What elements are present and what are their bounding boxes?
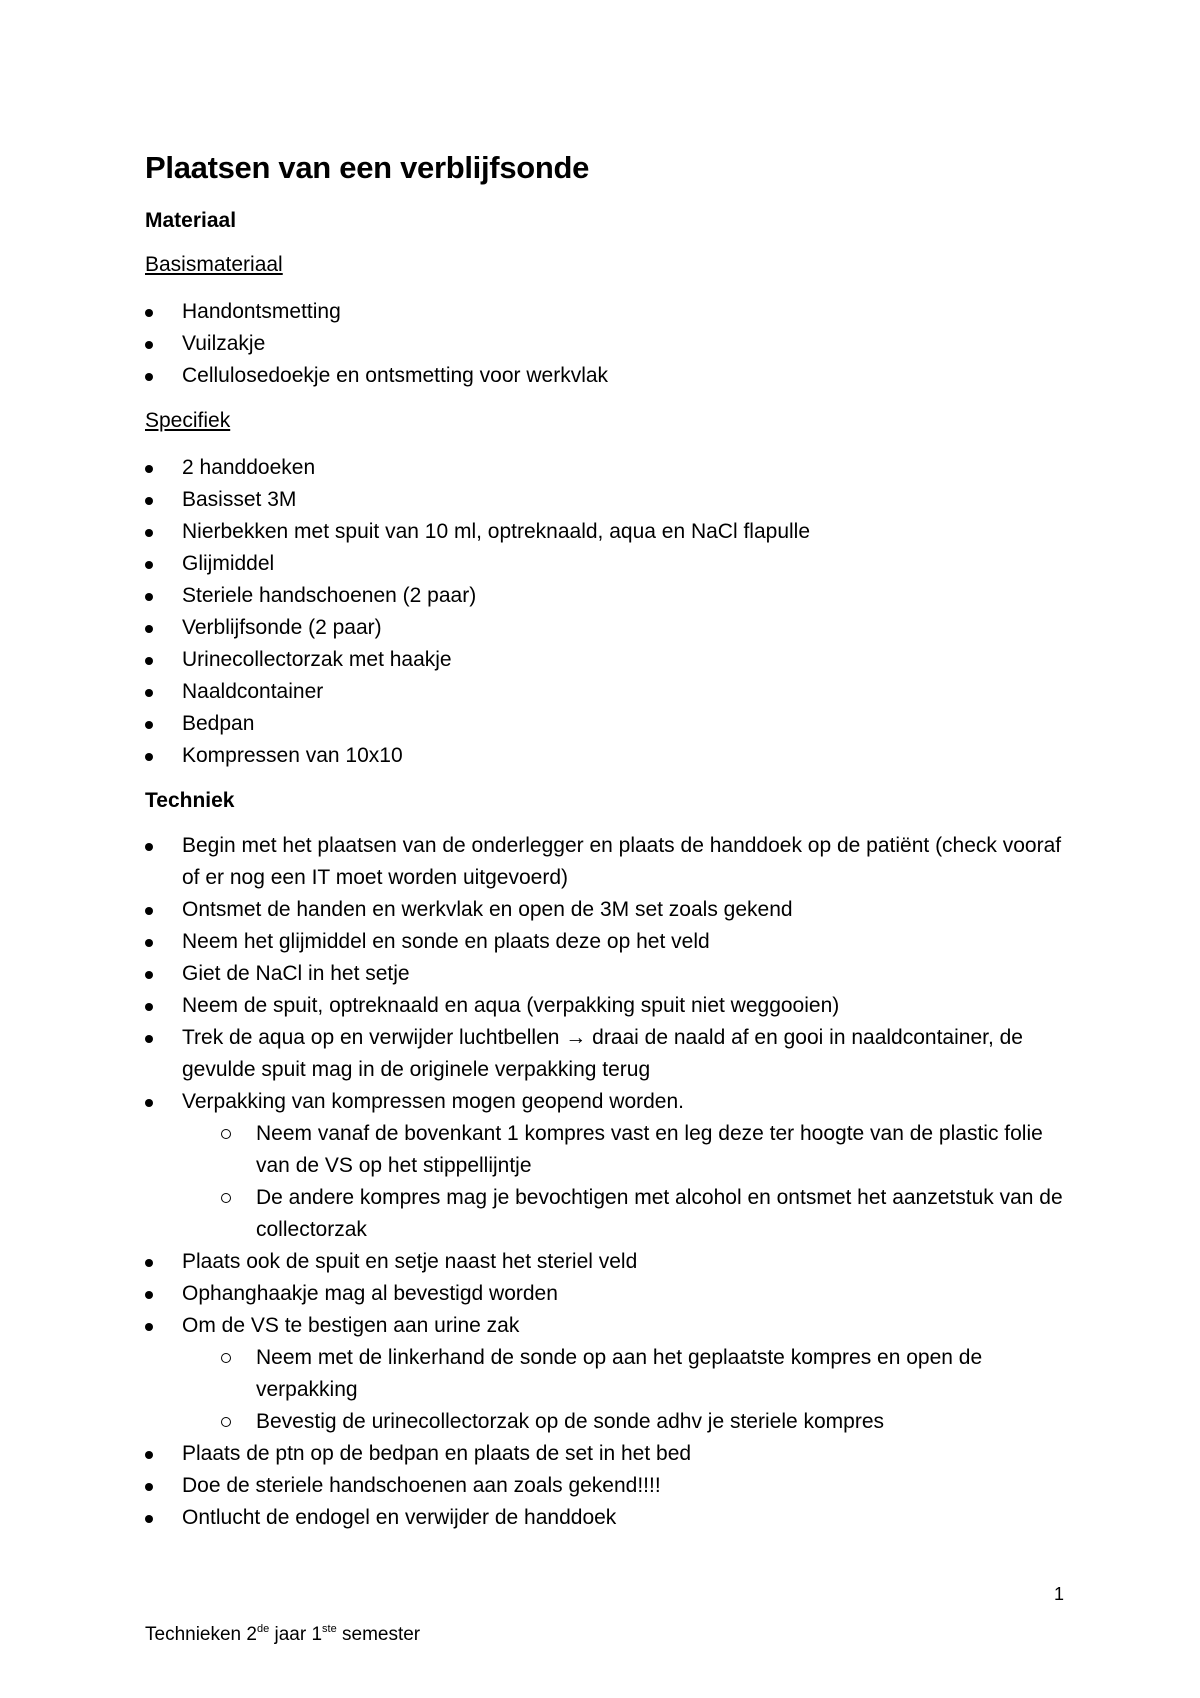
list-item: Bedpan [145,708,1075,740]
bullet-icon [145,753,153,761]
bullet-icon [145,1515,153,1523]
techniek-sublist [145,1118,1075,1246]
page-footer: Technieken 2de jaar 1ste semester [145,1623,421,1645]
list-item: Plaats de ptn op de bedpan en plaats de set in het bed [145,1438,1075,1470]
list-item: Ontsmet de handen en werkvlak en open de 3M set zoals gekend [145,894,1075,926]
techniek-heading: Techniek [145,789,235,812]
list-item: Urinecollectorzak met haakje [145,644,1075,676]
basismateriaal-list [145,296,1075,392]
sub-list-item: Neem met de linkerhand de sonde op aan het geplaatste kompres en open de verpakking [145,1342,1075,1406]
document-body [145,148,1075,1548]
list-item: Cellulosedoekje en ontsmetting voor werkvlak [145,360,1075,392]
list-item: 2 handdoeken [145,452,1075,484]
bullet-icon [145,689,153,697]
list-item: Om de VS te bestigen aan urine zak [145,1310,1075,1342]
bullet-icon [145,907,153,915]
page-number: 1 [1054,1584,1065,1604]
bullet-icon [145,561,153,569]
sub-list-item: De andere kompres mag je bevochtigen met alcohol en ontsmet het aanzetstuk van de collectorzak [145,1182,1075,1246]
sub-list-item: Bevestig de urinecollectorzak op de sonde adhv je steriele kompres [145,1406,1075,1438]
materiaal-heading: Materiaal [145,209,237,232]
list-item: Steriele handschoenen (2 paar) [145,580,1075,612]
bullet-icon [145,593,153,601]
bullet-icon [145,1483,153,1491]
bullet-icon [145,939,153,947]
circle-bullet-icon [221,1417,231,1427]
bullet-icon [145,465,153,473]
list-item: Doe de steriele handschoenen aan zoals gekend!!!! [145,1470,1075,1502]
list-item: Handontsmetting [145,296,1075,328]
list-item: Neem het glijmiddel en sonde en plaats deze op het veld [145,926,1075,958]
document-title: Plaatsen van een verblijfsonde [145,150,590,185]
list-item: Plaats ook de spuit en setje naast het steriel veld [145,1246,1075,1278]
list-item: Vuilzakje [145,328,1075,360]
specifiek-list [145,452,1075,772]
bullet-icon [145,1291,153,1299]
bullet-icon [145,1099,153,1107]
list-item: Verblijfsonde (2 paar) [145,612,1075,644]
list-item: Trek de aqua op en verwijder luchtbellen → draai de naald af en gooi in naaldcontainer, de gevulde spuit mag in de originele verpakking terug [145,1022,1075,1086]
list-item: Verpakking van kompressen mogen geopend worden. [145,1086,1075,1118]
bullet-icon [145,1451,153,1459]
bullet-icon [145,1003,153,1011]
bullet-icon [145,341,153,349]
bullet-icon [145,1035,153,1043]
list-item: Neem de spuit, optreknaald en aqua (verpakking spuit niet weggooien) [145,990,1075,1022]
bullet-icon [145,373,153,381]
list-item: Kompressen van 10x10 [145,740,1075,772]
list-item: Naaldcontainer [145,676,1075,708]
techniek-list-continued [145,1246,1075,1342]
bullet-icon [145,657,153,665]
bullet-icon [145,843,153,851]
circle-bullet-icon [221,1129,231,1139]
list-item: Basisset 3M [145,484,1075,516]
list-item: Giet de NaCl in het setje [145,958,1075,990]
list-item: Nierbekken met spuit van 10 ml, optreknaald, aqua en NaCl flapulle [145,516,1075,548]
list-item: Ophanghaakje mag al bevestigd worden [145,1278,1075,1310]
circle-bullet-icon [221,1193,231,1203]
list-item: Ontlucht de endogel en verwijder de handdoek [145,1502,1075,1534]
bullet-icon [145,1259,153,1267]
list-item: Glijmiddel [145,548,1075,580]
list-item: Begin met het plaatsen van de onderlegger en plaats de handdoek op de patiënt (check vooraf of er nog een IT moet worden uitgevoerd) [145,830,1075,894]
specifiek-heading: Specifiek [145,409,231,432]
basismateriaal-heading: Basismateriaal [145,253,283,276]
bullet-icon [145,1323,153,1331]
bullet-icon [145,625,153,633]
bullet-icon [145,971,153,979]
techniek-list [145,830,1075,1118]
circle-bullet-icon [221,1353,231,1363]
techniek-list-final [145,1438,1075,1534]
bullet-icon [145,529,153,537]
bullet-icon [145,309,153,317]
bullet-icon [145,721,153,729]
sub-list-item: Neem vanaf de bovenkant 1 kompres vast en leg deze ter hoogte van de plastic folie van de VS op het stippellijntje [145,1118,1075,1182]
bullet-icon [145,497,153,505]
arrow-right-icon: → [565,1026,587,1049]
techniek-sublist [145,1342,1075,1438]
